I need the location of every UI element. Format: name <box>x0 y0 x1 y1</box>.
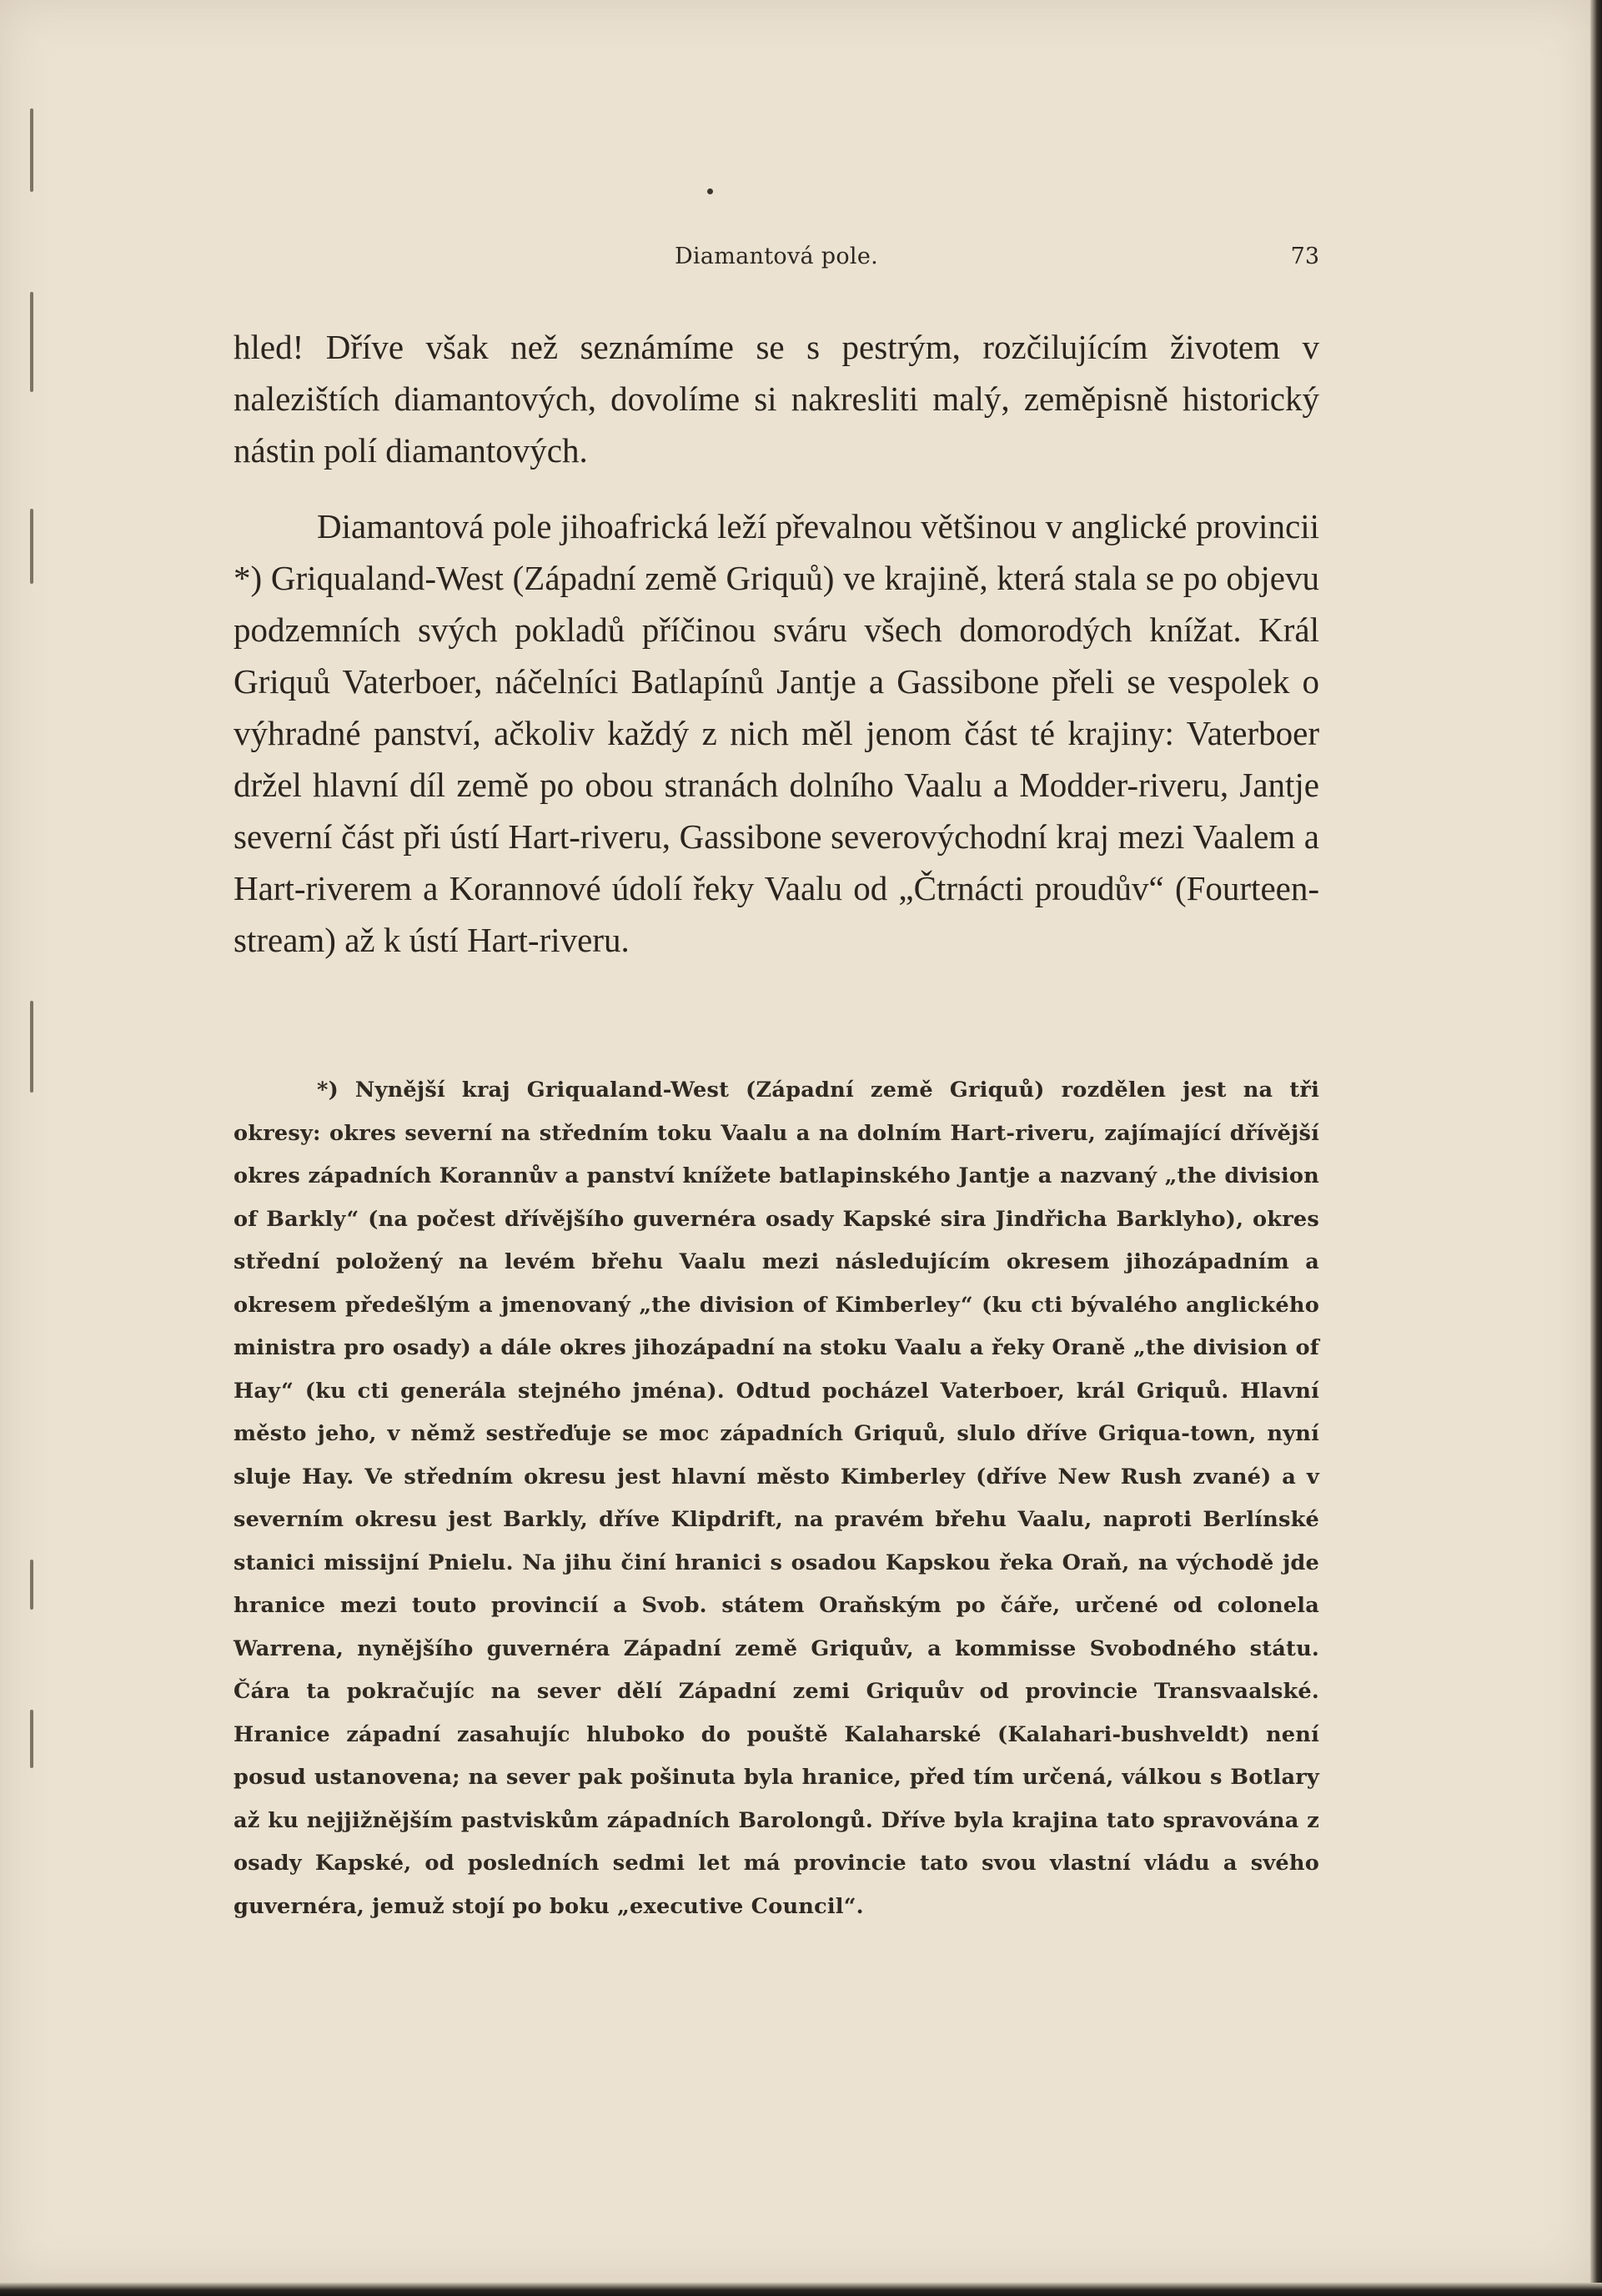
binding-mark <box>30 108 33 192</box>
page-number: 73 <box>1290 244 1319 269</box>
running-title: Diamantová pole. <box>674 244 879 269</box>
binding-mark <box>30 509 33 584</box>
page-edge-shadow <box>1590 0 1602 2296</box>
page-edge-shadow <box>0 2283 1602 2296</box>
body-paragraph-1: hled! Dříve však než seznámíme se s pestrým, rozčilujícím životem v nalezištích diamantových, dovolíme si nakresliti malý, zeměpisně historický nástin polí diamantových. <box>234 328 1319 470</box>
page-header <box>234 244 1319 277</box>
binding-mark <box>30 1560 33 1610</box>
ink-dot <box>707 188 713 194</box>
binding-mark <box>30 292 33 392</box>
footnote: *) Nynější kraj Griqualand-West (Západní země Griquů) rozdělen jest na tři okresy: okres severní na středním toku Vaalu a na dolním Hart-riveru, zajímající dřívější okres západních Korannův a panství knížete batlapinského Jantje a nazvaný „the division of Barkly“ (na počest dřívějšího guvernéra osady Kapské sira Jindřicha Barklyho), okres střední položený na levém břehu Vaalu mezi následujícím okresem jihozápadním a okresem předešlým a jmenovaný „the division of Kimberley“ (ku cti bývalého anglického ministra pro osady) a dále okres jihozápadní na stoku Vaalu a řeky Oraně „the division of Hay“ (ku cti generála stejného jména). Odtud pocházel Vaterboer, král Griquů. Hlavní město jeho, v němž sestřeďuje se moc západních Griquů, slulo dříve Griqua-town, nyní sluje Hay. Ve středním okresu jest hlavní město Kimberley (dříve New Rush zvané) a v severním okresu jest Barkly, dříve Klipdrift, na pravém břehu Vaalu, naproti Berlínské stanici missijní Pnielu. Na jihu činí hranici s osadou Kapskou řeka Oraň, na východě jde hranice mezi touto provincií a Svob. státem Oraňským po čáře, určené od colonela Warrena, nynějšího guvernéra Západní země Griquův, a kommisse Svobodného státu. Čára ta pokračujíc na sever dělí Západní zemi Griquův od provincie Transvaalské. Hranice západní zasahujíc hluboko do pouště Kalaharské (Kalahari-bushveldt) není posud ustanovena; na sever pak pošinuta byla hranice, před tím určená, válkou s Botlary až ku nejjižnějším pastviskům západních Barolongů. Dříve byla krajina tato spravována z osady Kapské, od posledních sedmi let má provincie tato svou vlastní vládu a svého guvernéra, jemuž stojí po boku „executive Council“. <box>234 1078 1319 1919</box>
body-paragraph-2: Diamantová pole jihoafrická leží převalnou většinou v anglické provincii *) Griqualand-West (Západní země Griquů) ve krajině, která stala se po objevu podzemních svých pokladů příčinou sváru všech domorodých knížat. Král Griquů Vaterboer, náčelníci Batlapínů Jantje a Gassibone přeli se vespolek o výhradné panství, ačkoliv každý z nich měl jenom část té krajiny: Vaterboer držel hlavní díl země po obou stranách dolního Vaalu a Modder-riveru, Jantje severní část při ústí Hart-riveru, Gassibone severovýchodní kraj mezi Vaalem a Hart-riverem a Korannové údolí řeky Vaalu od „Čtrnácti proudův“ (Fourteen-stream) až k ústí Hart-riveru. <box>234 507 1319 959</box>
binding-mark <box>30 1001 33 1093</box>
binding-mark <box>30 1710 33 1768</box>
